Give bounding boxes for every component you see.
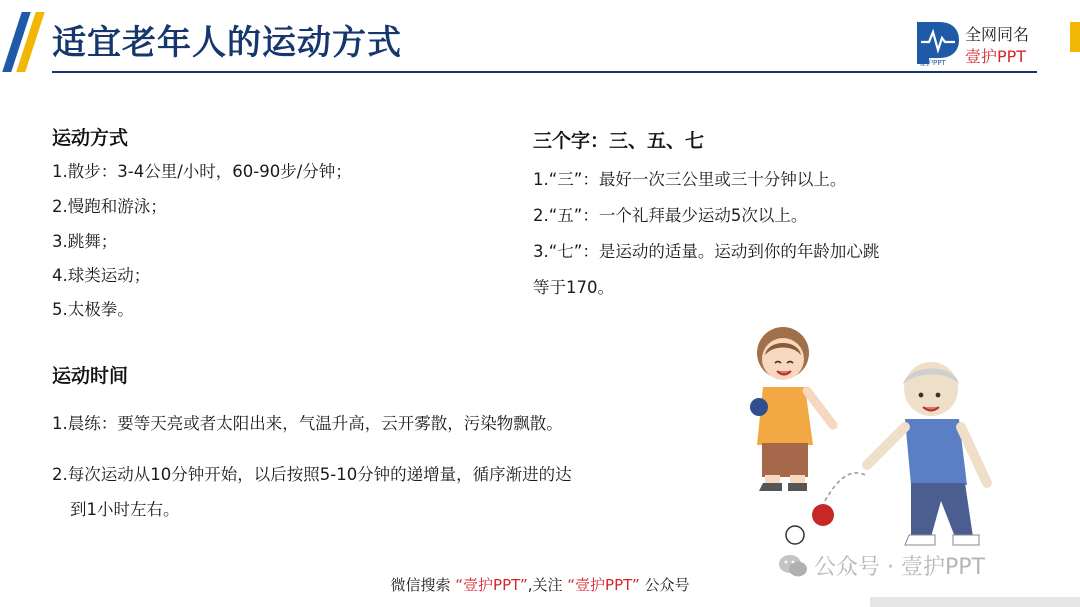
rule-item: 2.“五”：一个礼拜最少运动5次以上。 — [533, 206, 808, 225]
exercise-time-item-continued: 到1小时左右。 — [70, 500, 180, 519]
elderly-couple-illustration — [735, 315, 1015, 555]
logo-tagline: 全网同名 — [965, 25, 1030, 44]
rule-item-continued: 等于170。 — [533, 278, 614, 297]
footer-search-hint — [0, 574, 1080, 595]
exercise-type-item: 1.散步：3-4公里/小时，60-90步/分钟； — [52, 162, 352, 181]
logo-brand-name: 壹护PPT — [965, 47, 1027, 66]
footer-keyword-1: “壹护PPT” — [455, 576, 528, 594]
footer-suffix: 公众号 — [644, 576, 690, 594]
watermark-text: 公众号 · 壹护PPT — [814, 555, 985, 580]
footer-prefix: 微信搜索 — [390, 576, 451, 594]
brand-mark-icon — [915, 18, 961, 66]
exercise-types-heading: 运动方式 — [52, 127, 129, 149]
bottom-edge-bar — [870, 597, 1080, 607]
footer-middle: ,关注 — [527, 576, 563, 594]
footer-keyword-2: “壹护PPT” — [567, 576, 640, 594]
exercise-time-heading: 运动时间 — [52, 365, 129, 387]
rule-item: 1.“三”：最好一次三公里或三十分钟以上。 — [533, 170, 847, 189]
title-underline — [52, 71, 1037, 73]
brand-logo — [915, 18, 1040, 68]
page-title: 适宜老年人的运动方式 — [52, 23, 402, 63]
exercise-type-item: 2.慢跑和游泳； — [52, 197, 167, 216]
exercise-type-item: 5.太极拳。 — [52, 300, 134, 319]
exercise-type-item: 3.跳舞； — [52, 232, 118, 251]
exercise-time-item: 2.每次运动从10分钟开始，以后按照5-10分钟的递增量，循序渐进的达 — [52, 465, 572, 484]
edge-accent-bar — [1070, 22, 1080, 52]
exercise-type-item: 4.球类运动； — [52, 266, 151, 285]
rule-item: 3.“七”：是运动的适量。运动到你的年龄加心跳 — [533, 242, 880, 261]
brand-mark-text: 壹护PPT — [919, 59, 946, 66]
exercise-time-item: 1.晨练：要等天亮或者太阳出来，气温升高，云开雾散，污染物飘散。 — [52, 414, 563, 433]
three-five-seven-heading: 三个字：三、五、七 — [533, 130, 705, 152]
title-accent-bars — [0, 12, 40, 72]
